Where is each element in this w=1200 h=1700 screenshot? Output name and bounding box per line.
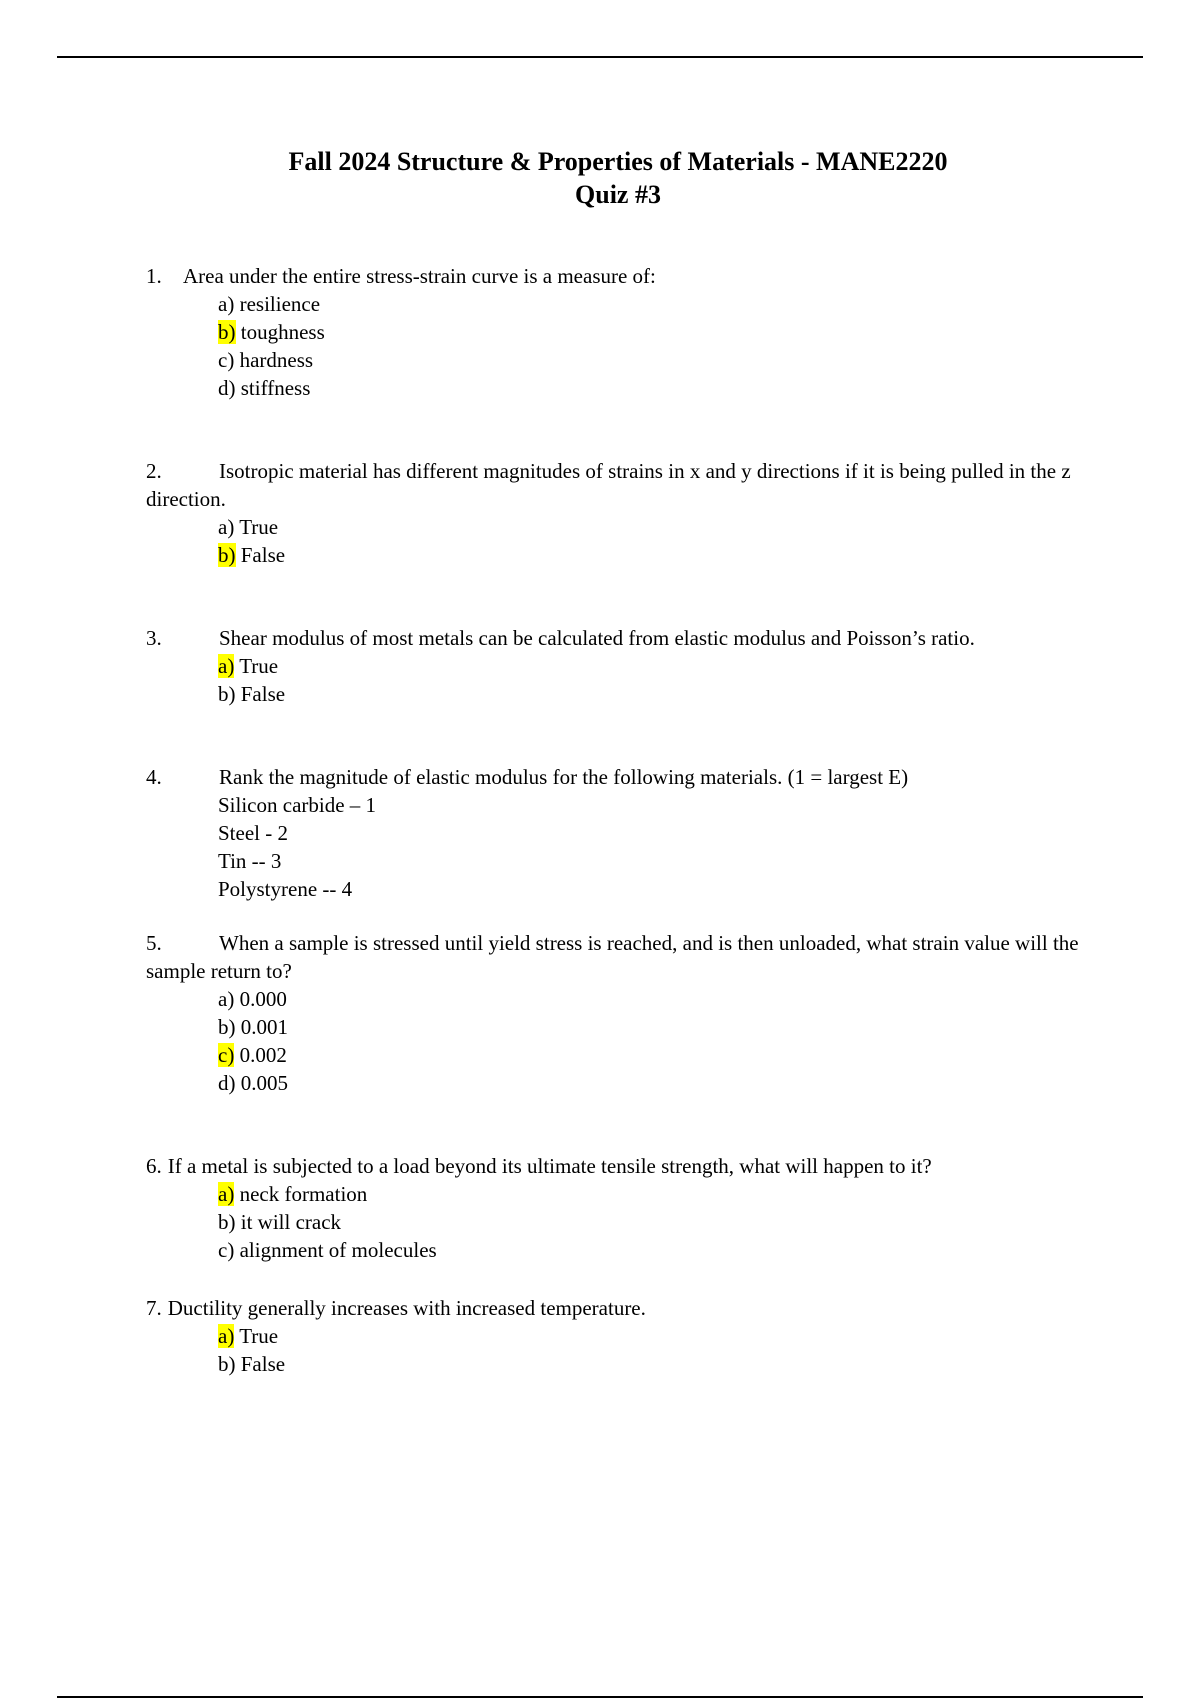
question-text: If a metal is subjected to a load beyond its ultimate tensile strength, what will happen to it? [167,1154,932,1178]
question-text: Shear modulus of most metals can be calculated from elastic modulus and Poisson’s ratio. [219,626,975,650]
question-number: 3. [146,626,162,650]
ranking-list [146,791,1086,903]
question-number: 1. [146,264,162,288]
answer-highlight: a) [218,1324,235,1348]
question-text: When a sample is stressed until yield stress is reached, and is then unloaded, what strain value will the sample return to? [146,931,1079,983]
options-list [146,985,1086,1097]
options-list [146,1322,1086,1378]
question-number: 2. [146,459,162,483]
question-text: Ductility generally increases with increased temperature. [167,1296,646,1320]
option-a-answer: a) neck formation [218,1182,368,1206]
answer-highlight: a) [218,654,235,678]
answer-highlight: b) [218,320,236,344]
options-list [146,290,1086,402]
option-c: c) alignment of molecules [218,1238,437,1262]
ranking-item: Silicon carbide – 1 [218,793,377,817]
bottom-rule [57,1696,1143,1698]
ranking-item: Steel - 2 [218,821,288,845]
option-d: d) 0.005 [218,1071,288,1095]
option-a-answer: a) True [218,654,279,678]
top-rule [57,56,1143,58]
options-list [146,513,1086,569]
question-4 [146,763,1086,791]
option-b-answer: b) False [218,543,286,567]
question-5 [146,929,1086,985]
question-number: 6. [146,1154,162,1178]
option-b: b) False [218,1352,286,1376]
quiz-number: Quiz #3 [575,180,661,209]
question-6 [146,1152,1086,1180]
answer-highlight: c) [218,1043,235,1067]
option-a-answer: a) True [218,1324,279,1348]
document-header [0,145,1200,211]
answer-highlight: a) [218,1182,235,1206]
question-7 [146,1294,1086,1322]
options-list [146,1180,1086,1264]
option-d: d) stiffness [218,376,311,400]
option-b-answer: b) toughness [218,320,325,344]
option-a: a) 0.000 [218,987,287,1011]
question-1 [146,262,1086,290]
question-text: Isotropic material has different magnitudes of strains in x and y directions if it is being pulled in the z direction. [146,459,1071,511]
answer-highlight: b) [218,543,236,567]
option-b: b) False [218,682,286,706]
ranking-item: Tin -- 3 [218,849,282,873]
question-list [146,262,1086,1378]
option-b: b) 0.001 [218,1015,288,1039]
question-number: 7. [146,1296,162,1320]
option-b: b) it will crack [218,1210,342,1234]
option-a: a) True [218,515,279,539]
options-list [146,652,1086,708]
question-number: 4. [146,765,162,789]
option-c-answer: c) 0.002 [218,1043,287,1067]
question-3 [146,624,1086,652]
page-title: Fall 2024 Structure & Properties of Materials - MANE2220 [288,147,948,176]
question-text: Area under the entire stress-strain curve is a measure of: [183,264,656,288]
question-number: 5. [146,931,162,955]
question-2 [146,457,1086,513]
option-a: a) resilience [218,292,321,316]
ranking-item: Polystyrene -- 4 [218,877,353,901]
option-c: c) hardness [218,348,314,372]
question-text: Rank the magnitude of elastic modulus for the following materials. (1 = largest E) [219,765,909,789]
